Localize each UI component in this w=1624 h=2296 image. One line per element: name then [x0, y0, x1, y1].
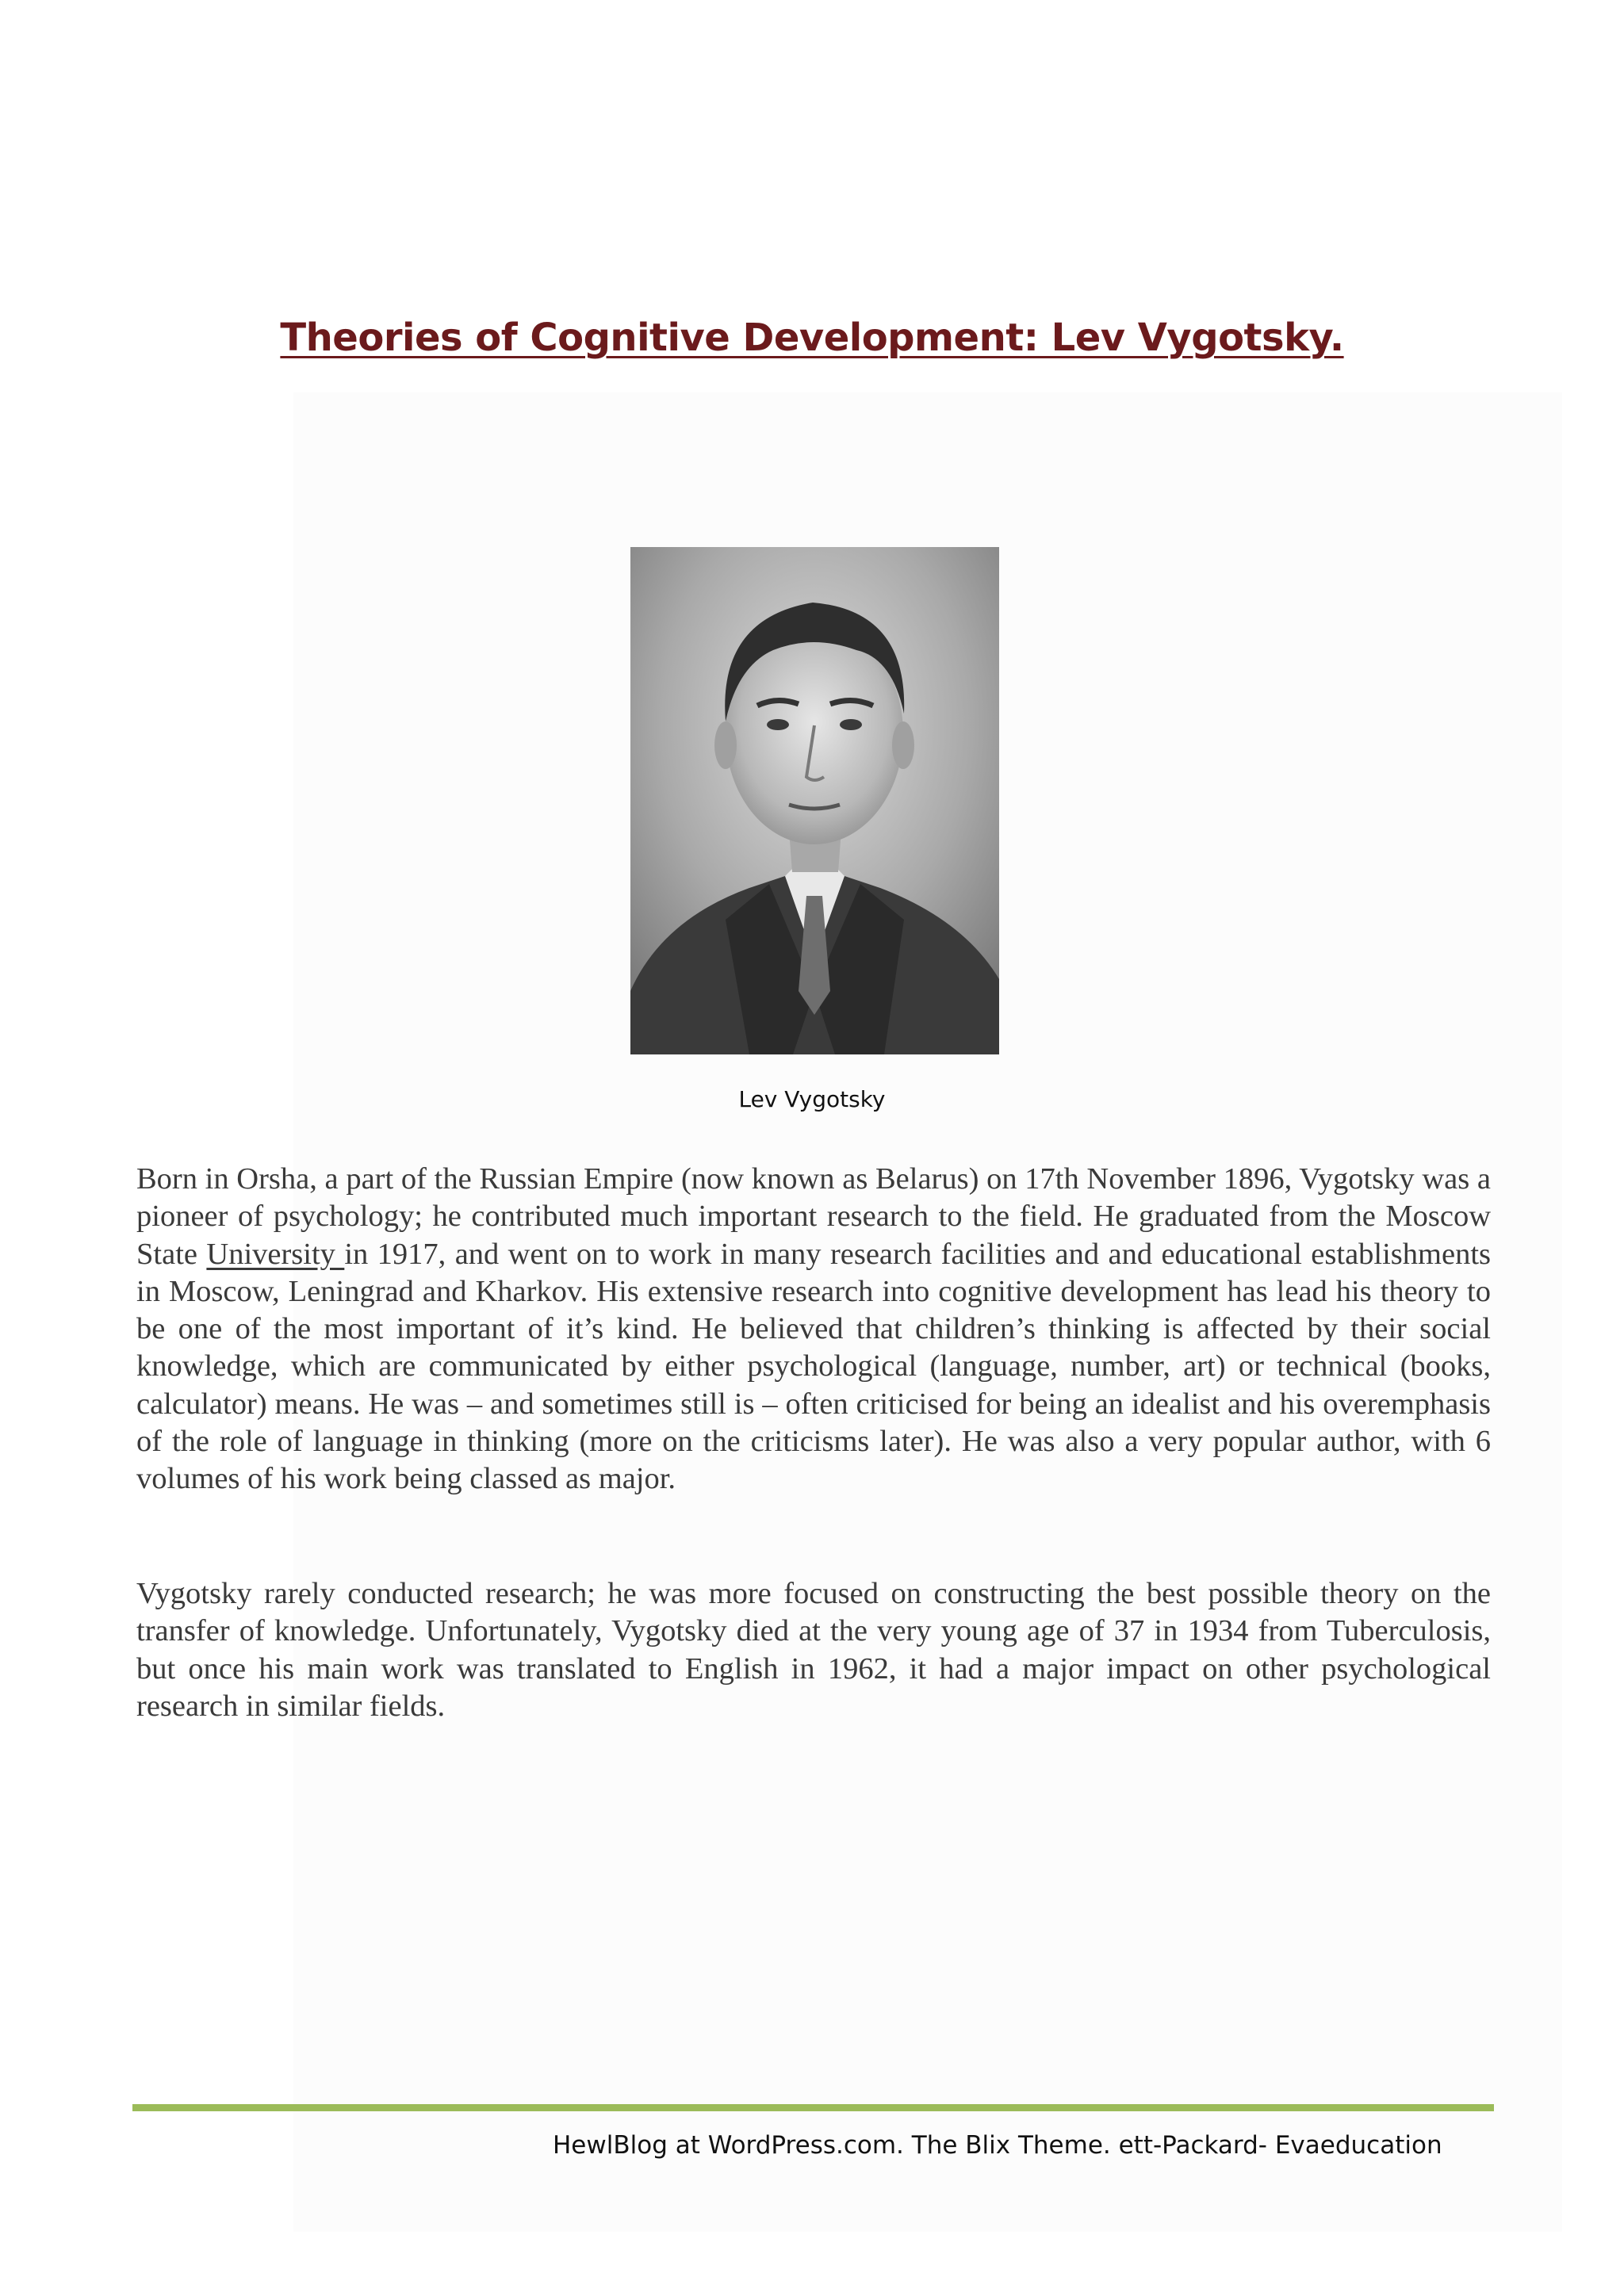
image-caption: Lev Vygotsky — [738, 1086, 886, 1112]
document-title: Theories of Cognitive Development: Lev Vygotsky. — [280, 316, 1344, 360]
biography-paragraph — [136, 1161, 1491, 1498]
paragraph-text-end: in 1917, and went on to work in many research facilities and and educational establishments in Moscow, Leningrad and Kharkov. His extensive research into cognitive development has lead his theory to be one of the most important of it’s kind. He believed that children’s thinking is affected by their social knowledge, which are communicated by either psychological (language, number, art) or technical (books, calculator) means. He was – and sometimes still is – often criticised for being an idealist and his overemphasis of the role of language in thinking (more on the criticisms later). He was also a very popular author, with 6 volumes of his work being classed as major. — [136, 1237, 1492, 1496]
portrait-photo — [630, 547, 999, 1054]
footer-text: HewlBlog at WordPress.com. The Blix Theme. ett-Packard- Evaeducation — [553, 2131, 1442, 2160]
university-link[interactable]: University — [206, 1237, 345, 1271]
footer-divider — [132, 2104, 1494, 2111]
paragraph-text-start: Born in Orsha, a part of the Russian Empire (now known as Belarus) on 17th November 1896, Vygotsky was a pioneer of psychology; he contributed much important research to the field. He graduated from the Moscow State — [136, 1162, 1491, 1271]
research-paragraph: Vygotsky rarely conducted research; he was more focused on constructing the best possible theory on the transfer of knowledge. Unfortunately, Vygotsky died at the very young age of 37 in 1934 from Tuberculosis, but once his main work was translated to English in 1962, it had a major impact on other psychological research in similar fields. — [136, 1577, 1491, 1723]
